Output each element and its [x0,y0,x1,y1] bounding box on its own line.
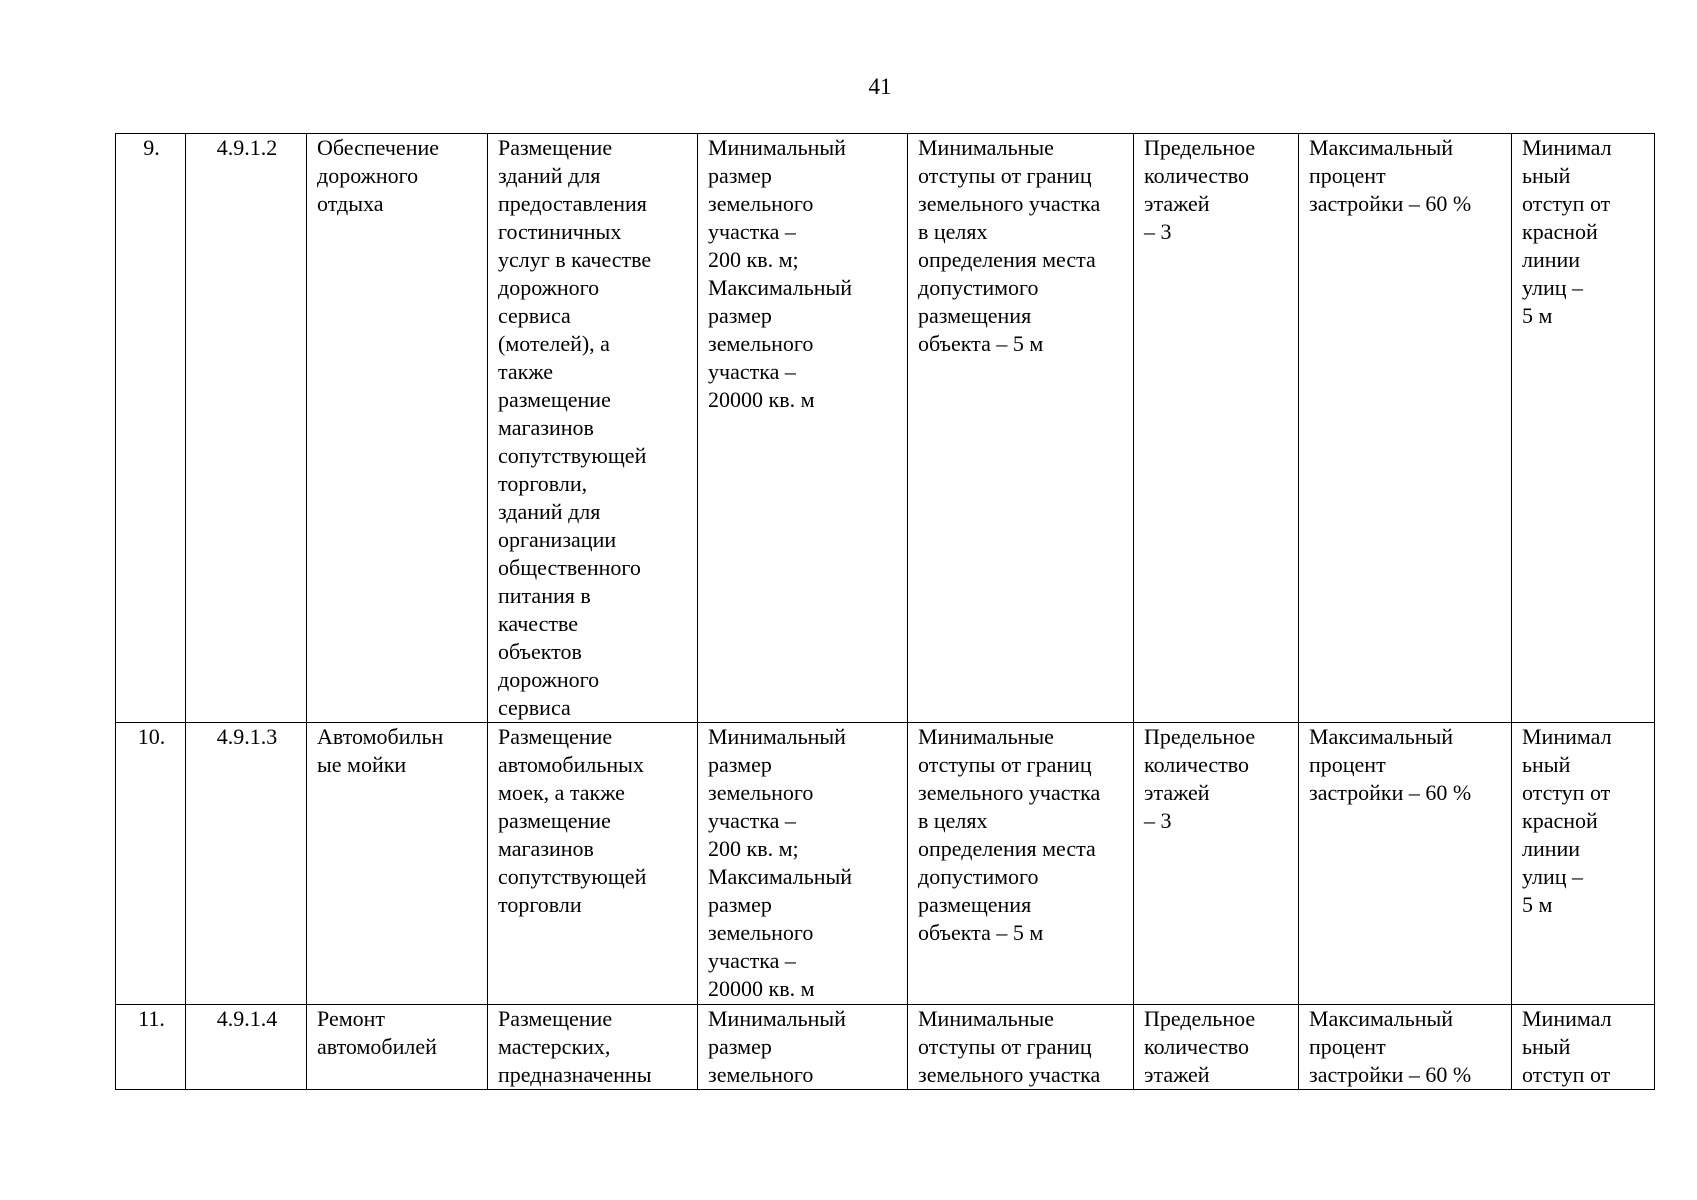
use-description: Размещение мастерских, предназначенны [488,1005,698,1090]
use-name: Ремонт автомобилей [307,1005,488,1090]
page-number: 41 [868,74,892,99]
table-row [116,723,1655,1005]
setbacks: Минимальные отступы от границ земельного участка в целях определения места допустимого размещения объекта – 5 м [908,723,1134,1005]
floors: Предельное количество этажей – 3 [1134,134,1299,723]
row-number: 11. [116,1005,186,1090]
coverage: Максимальный процент застройки – 60 % [1299,723,1512,1005]
plot-size: Минимальный размер земельного участка – 200 кв. м; Максимальный размер земельного участка – 20000 кв. м [698,723,908,1005]
table-row [116,1005,1655,1090]
red-line-setback: Минимал ьный отступ от красной линии улиц – 5 м [1512,134,1655,723]
floors: Предельное количество этажей – 3 [1134,723,1299,1005]
coverage: Максимальный процент застройки – 60 % [1299,134,1512,723]
plot-size: Минимальный размер земельного участка – 200 кв. м; Максимальный размер земельного участка – 20000 кв. м [698,134,908,723]
use-code: 4.9.1.3 [186,723,307,1005]
table-row [116,134,1655,723]
floors: Предельное количество этажей [1134,1005,1299,1090]
use-name: Автомобильн ые мойки [307,723,488,1005]
red-line-setback: Минимал ьный отступ от красной линии улиц – 5 м [1512,723,1655,1005]
coverage: Максимальный процент застройки – 60 % [1299,1005,1512,1090]
use-description: Размещение зданий для предоставления гостиничных услуг в качестве дорожного сервиса (мотелей), а также размещение магазинов сопутствующей торговли, зданий для организации общественного питания в качестве объектов дорожного сервиса [488,134,698,723]
plot-size: Минимальный размер земельного [698,1005,908,1090]
use-code: 4.9.1.2 [186,134,307,723]
setbacks: Минимальные отступы от границ земельного участка [908,1005,1134,1090]
row-number: 9. [116,134,186,723]
row-number: 10. [116,723,186,1005]
use-name: Обеспечение дорожного отдыха [307,134,488,723]
red-line-setback: Минимал ьный отступ от [1512,1005,1655,1090]
setbacks: Минимальные отступы от границ земельного участка в целях определения места допустимого размещения объекта – 5 м [908,134,1134,723]
zoning-table [115,133,1655,1090]
use-description: Размещение автомобильных моек, а также размещение магазинов сопутствующей торговли [488,723,698,1005]
use-code: 4.9.1.4 [186,1005,307,1090]
